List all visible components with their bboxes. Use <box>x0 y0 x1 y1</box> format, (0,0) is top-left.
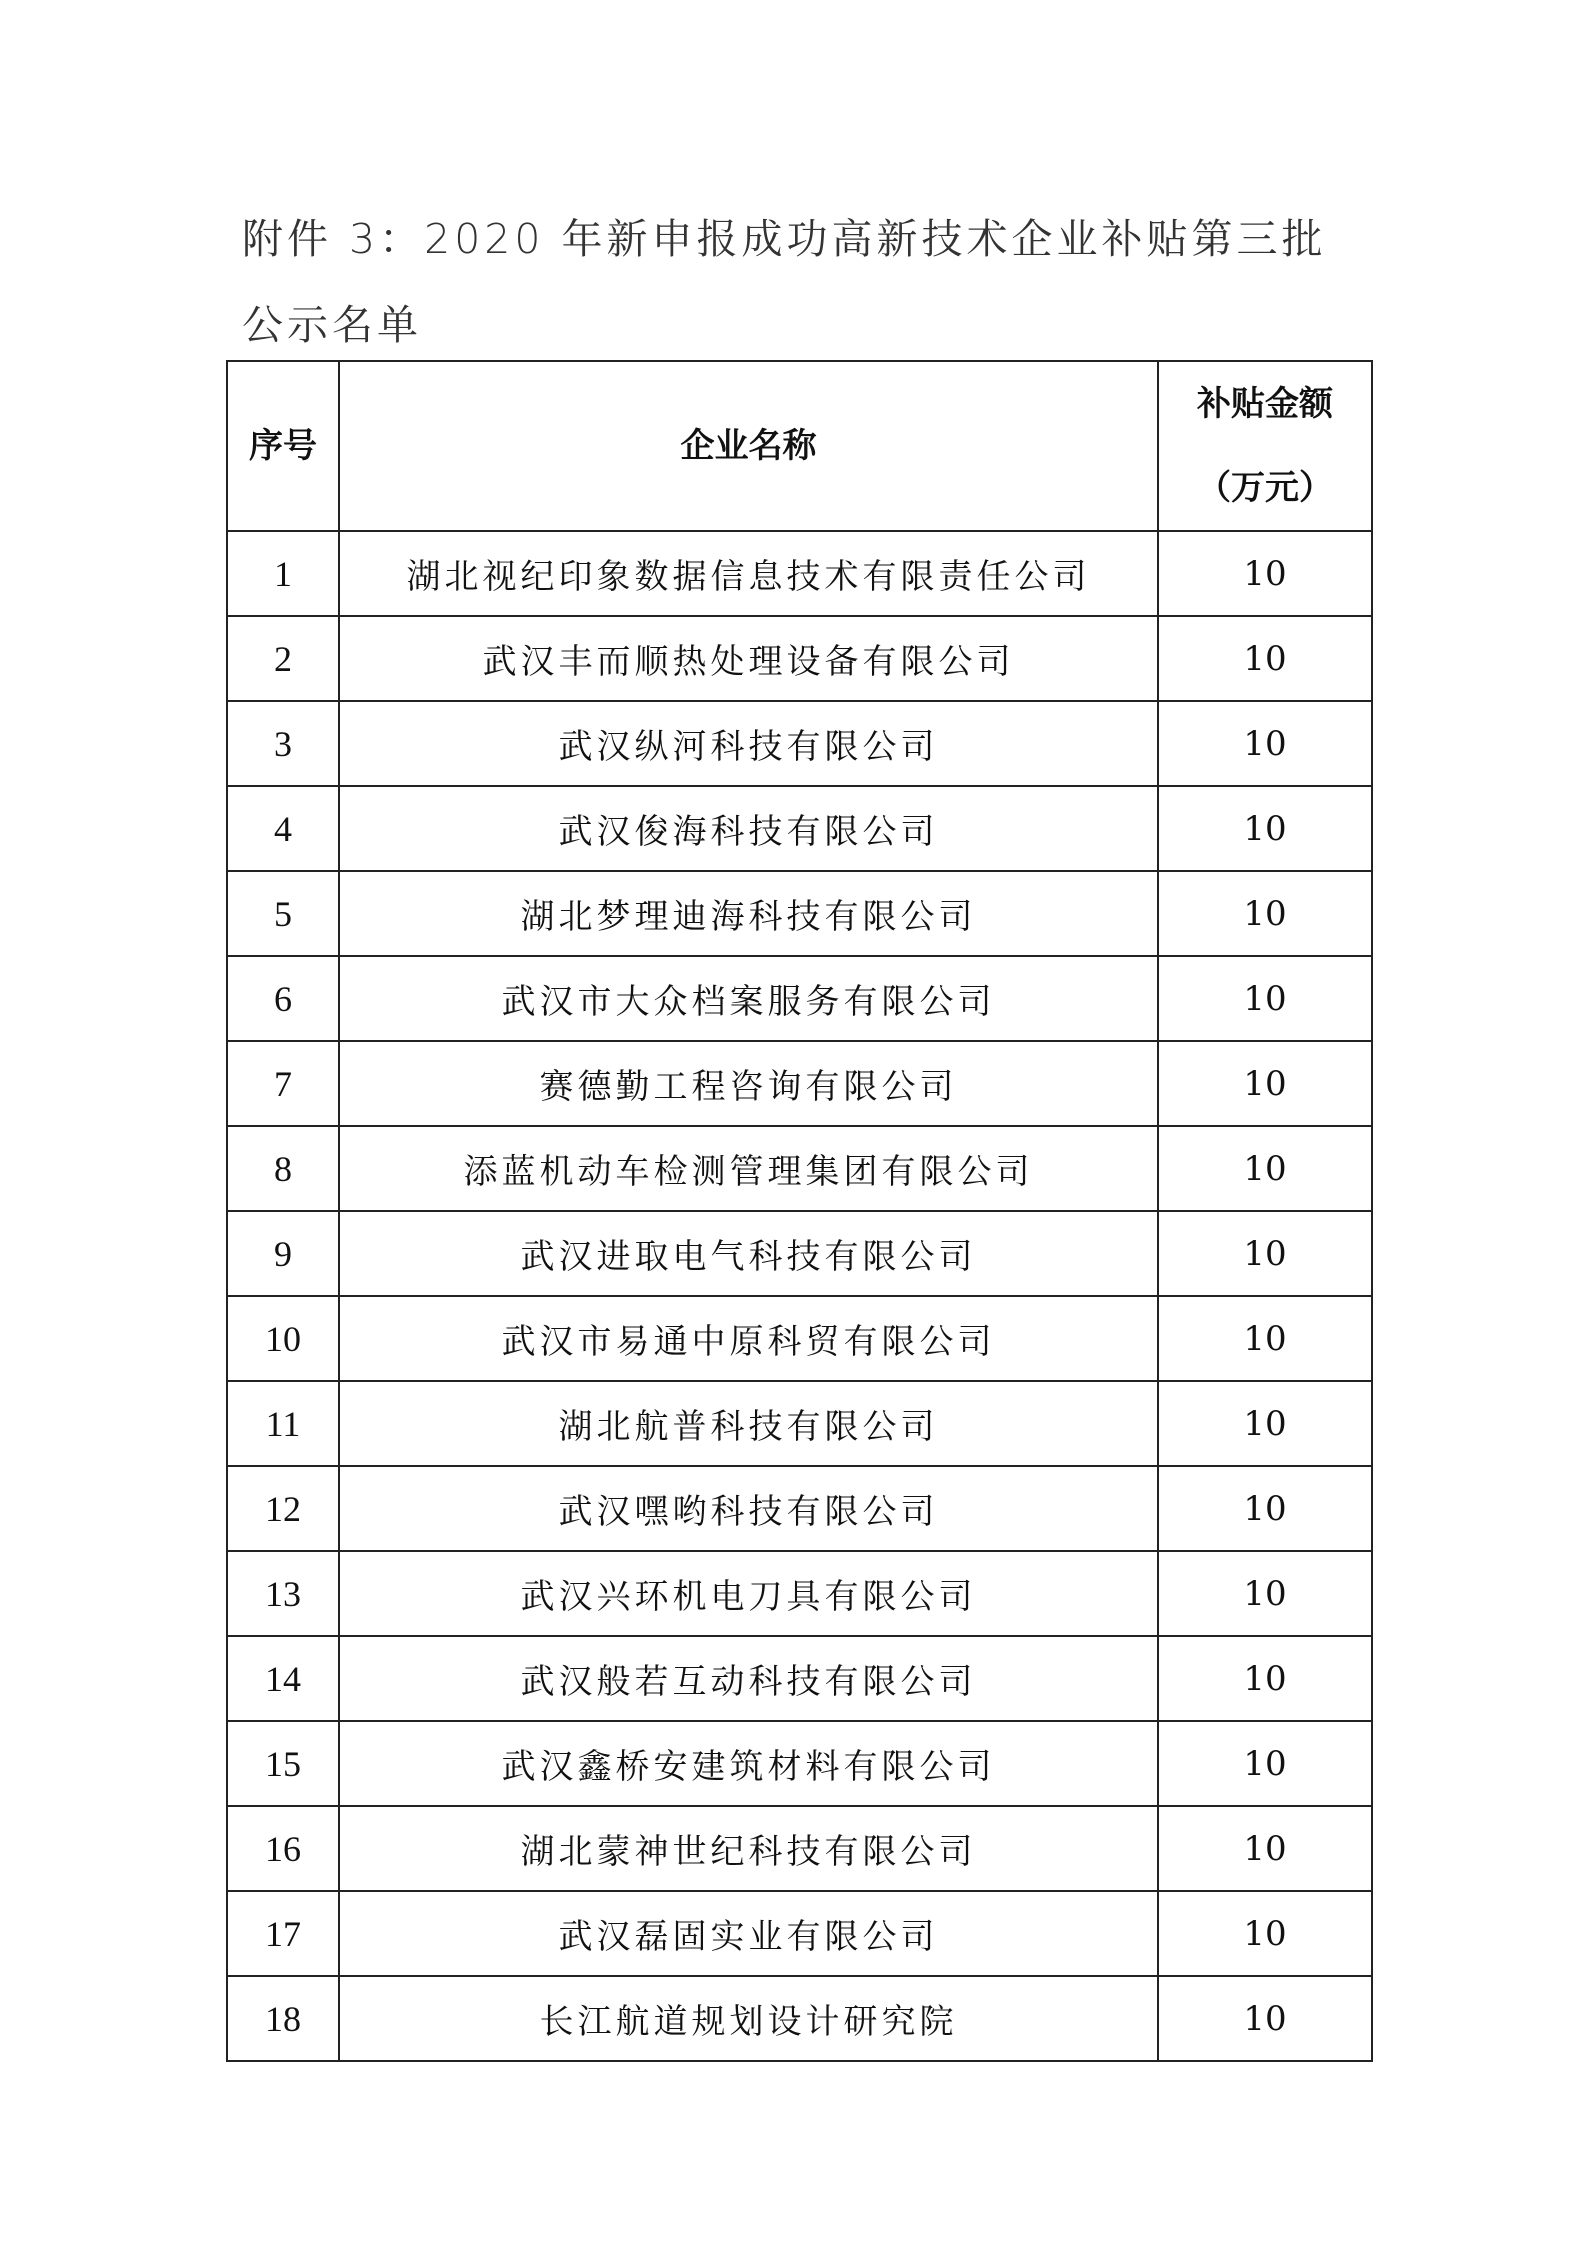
table-row <box>227 531 1372 616</box>
row-company-name: 湖北梦理迪海科技有限公司 <box>339 871 1158 956</box>
header-subsidy-amount <box>1158 361 1372 531</box>
row-company-name: 武汉市易通中原科贸有限公司 <box>339 1296 1158 1381</box>
row-company-name: 武汉般若互动科技有限公司 <box>339 1636 1158 1721</box>
table-row <box>227 1551 1372 1636</box>
table-row <box>227 1381 1372 1466</box>
row-company-name: 武汉嘿哟科技有限公司 <box>339 1466 1158 1551</box>
row-serial-number: 8 <box>227 1126 339 1211</box>
table-row <box>227 1041 1372 1126</box>
row-serial-number: 13 <box>227 1551 339 1636</box>
row-serial-number: 12 <box>227 1466 339 1551</box>
table-row <box>227 956 1372 1041</box>
row-serial-number: 1 <box>227 531 339 616</box>
row-subsidy-amount: 10 <box>1158 1041 1372 1126</box>
row-subsidy-amount: 10 <box>1158 956 1372 1041</box>
row-company-name: 长江航道规划设计研究院 <box>339 1976 1158 2061</box>
row-subsidy-amount: 10 <box>1158 1976 1372 2061</box>
row-serial-number: 10 <box>227 1296 339 1381</box>
row-company-name: 武汉鑫桥安建筑材料有限公司 <box>339 1721 1158 1806</box>
row-subsidy-amount: 10 <box>1158 1891 1372 1976</box>
row-subsidy-amount: 10 <box>1158 1551 1372 1636</box>
header-amount-label: 补贴金额 <box>1197 384 1333 424</box>
row-serial-number: 11 <box>227 1381 339 1466</box>
header-company-name: 企业名称 <box>339 361 1158 531</box>
row-subsidy-amount: 10 <box>1158 1296 1372 1381</box>
table-header-row <box>227 361 1372 531</box>
row-serial-number: 5 <box>227 871 339 956</box>
row-subsidy-amount: 10 <box>1158 1721 1372 1806</box>
row-company-name: 武汉进取电气科技有限公司 <box>339 1211 1158 1296</box>
row-subsidy-amount: 10 <box>1158 1636 1372 1721</box>
table-row <box>227 786 1372 871</box>
row-company-name: 湖北视纪印象数据信息技术有限责任公司 <box>339 531 1158 616</box>
row-serial-number: 4 <box>227 786 339 871</box>
table-row <box>227 701 1372 786</box>
row-subsidy-amount: 10 <box>1158 1806 1372 1891</box>
row-serial-number: 17 <box>227 1891 339 1976</box>
row-subsidy-amount: 10 <box>1158 871 1372 956</box>
header-amount-unit: （万元） <box>1197 468 1333 508</box>
table-row <box>227 1296 1372 1381</box>
table-row <box>227 1211 1372 1296</box>
table-row <box>227 1126 1372 1211</box>
row-company-name: 添蓝机动车检测管理集团有限公司 <box>339 1126 1158 1211</box>
table-row <box>227 1806 1372 1891</box>
document-title: 附件 3：2020 年新申报成功高新技术企业补贴第三批公示名单 <box>242 215 1327 349</box>
row-company-name: 武汉俊海科技有限公司 <box>339 786 1158 871</box>
row-serial-number: 15 <box>227 1721 339 1806</box>
table-row <box>227 1976 1372 2061</box>
subsidy-table <box>226 360 1373 2062</box>
row-company-name: 湖北航普科技有限公司 <box>339 1381 1158 1466</box>
row-serial-number: 7 <box>227 1041 339 1126</box>
row-serial-number: 3 <box>227 701 339 786</box>
row-company-name: 武汉丰而顺热处理设备有限公司 <box>339 616 1158 701</box>
row-subsidy-amount: 10 <box>1158 786 1372 871</box>
table-row <box>227 1721 1372 1806</box>
row-subsidy-amount: 10 <box>1158 1466 1372 1551</box>
table-row <box>227 616 1372 701</box>
row-subsidy-amount: 10 <box>1158 531 1372 616</box>
row-serial-number: 6 <box>227 956 339 1041</box>
row-subsidy-amount: 10 <box>1158 1211 1372 1296</box>
row-serial-number: 16 <box>227 1806 339 1891</box>
row-company-name: 武汉纵河科技有限公司 <box>339 701 1158 786</box>
row-company-name: 赛德勤工程咨询有限公司 <box>339 1041 1158 1126</box>
table-row <box>227 1466 1372 1551</box>
row-subsidy-amount: 10 <box>1158 1126 1372 1211</box>
row-subsidy-amount: 10 <box>1158 701 1372 786</box>
table-row <box>227 1636 1372 1721</box>
row-company-name: 武汉市大众档案服务有限公司 <box>339 956 1158 1041</box>
row-serial-number: 9 <box>227 1211 339 1296</box>
row-company-name: 湖北蒙神世纪科技有限公司 <box>339 1806 1158 1891</box>
row-serial-number: 18 <box>227 1976 339 2061</box>
table-row <box>227 1891 1372 1976</box>
row-subsidy-amount: 10 <box>1158 1381 1372 1466</box>
row-company-name: 武汉兴环机电刀具有限公司 <box>339 1551 1158 1636</box>
row-company-name: 武汉磊固实业有限公司 <box>339 1891 1158 1976</box>
header-serial-number: 序号 <box>227 361 339 531</box>
table-row <box>227 871 1372 956</box>
row-serial-number: 2 <box>227 616 339 701</box>
row-serial-number: 14 <box>227 1636 339 1721</box>
row-subsidy-amount: 10 <box>1158 616 1372 701</box>
